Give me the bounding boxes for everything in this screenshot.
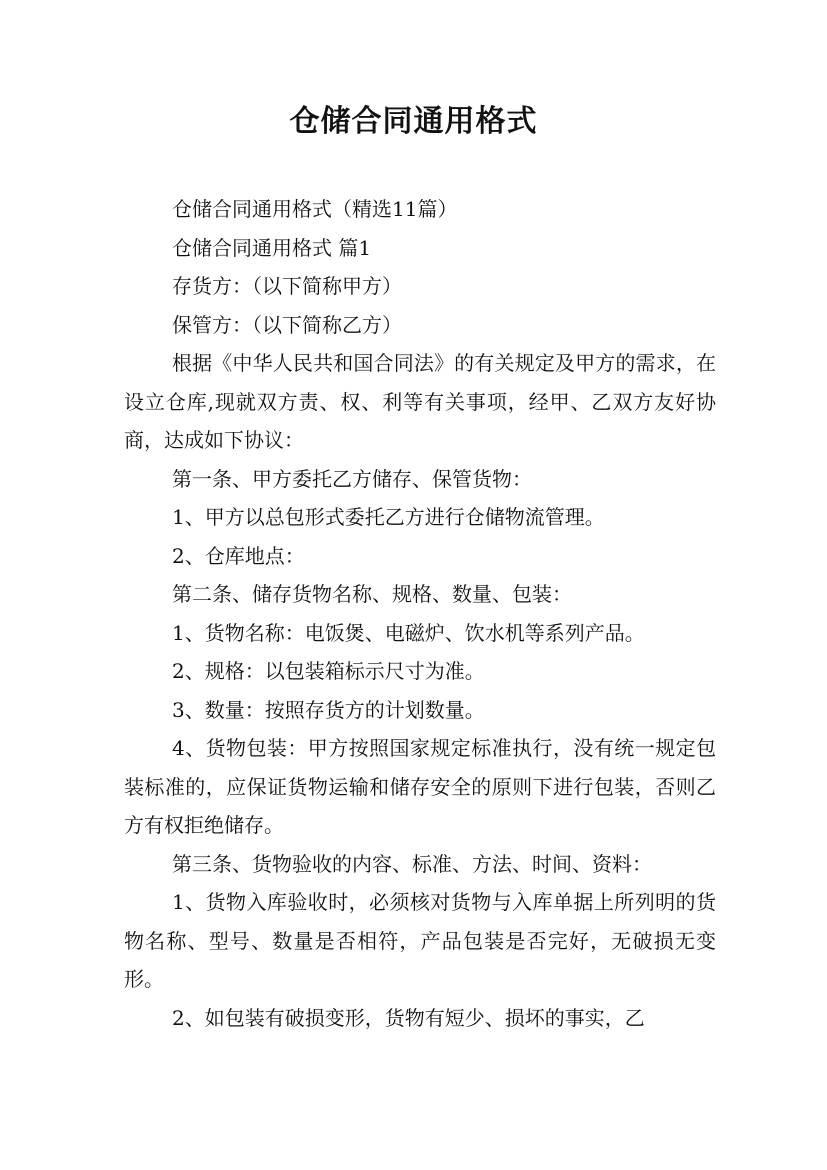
paragraph: 仓储合同通用格式 篇1	[172, 235, 372, 260]
paragraph: 2、如包装有破损变形，货物有短少、损坏的事实，乙	[172, 1005, 645, 1030]
paragraph: 根据《中华人民共和国合同法》的有关规定及甲方的需求，在设立仓库,现就双方责、权、利等有关事项，经甲、乙双方友好协商，达成如下协议：	[124, 351, 716, 452]
paragraph: 第三条、货物验收的内容、标准、方法、时间、资料：	[172, 851, 652, 876]
paragraph: 4、货物包装：甲方按照国家规定标准执行，没有统一规定包装标准的，应保证货物运输和储存安全的原则下进行包装，否则乙方有权拒绝储存。	[124, 736, 716, 837]
document-body	[124, 190, 716, 1037]
paragraph: 2、仓库地点：	[172, 543, 305, 568]
document-title: 仓储合同通用格式	[289, 104, 538, 139]
paragraph: 第二条、储存货物名称、规格、数量、包装：	[172, 582, 572, 606]
paragraph: 1、货物名称：电饭煲、电磁炉、饮水机等系列产品。	[172, 620, 645, 645]
paragraph: 2、规格：以包装箱标示尺寸为准。	[172, 659, 485, 683]
paragraph: 1、货物入库验收时，必须核对货物与入库单据上所列明的货物名称、型号、数量是否相符，产品包装是否完好，无破损无变形。	[124, 890, 716, 991]
paragraph: 保管方：（以下简称乙方）	[172, 312, 402, 337]
paragraph: 3、数量：按照存货方的计划数量。	[172, 697, 485, 722]
paragraph: 仓储合同通用格式（精选11篇）	[172, 197, 458, 221]
paragraph: 第一条、甲方委托乙方储存、保管货物：	[172, 466, 532, 491]
paragraph: 1、甲方以总包形式委托乙方进行仓储物流管理。	[172, 505, 605, 529]
paragraph: 存货方：（以下简称甲方）	[172, 274, 402, 298]
